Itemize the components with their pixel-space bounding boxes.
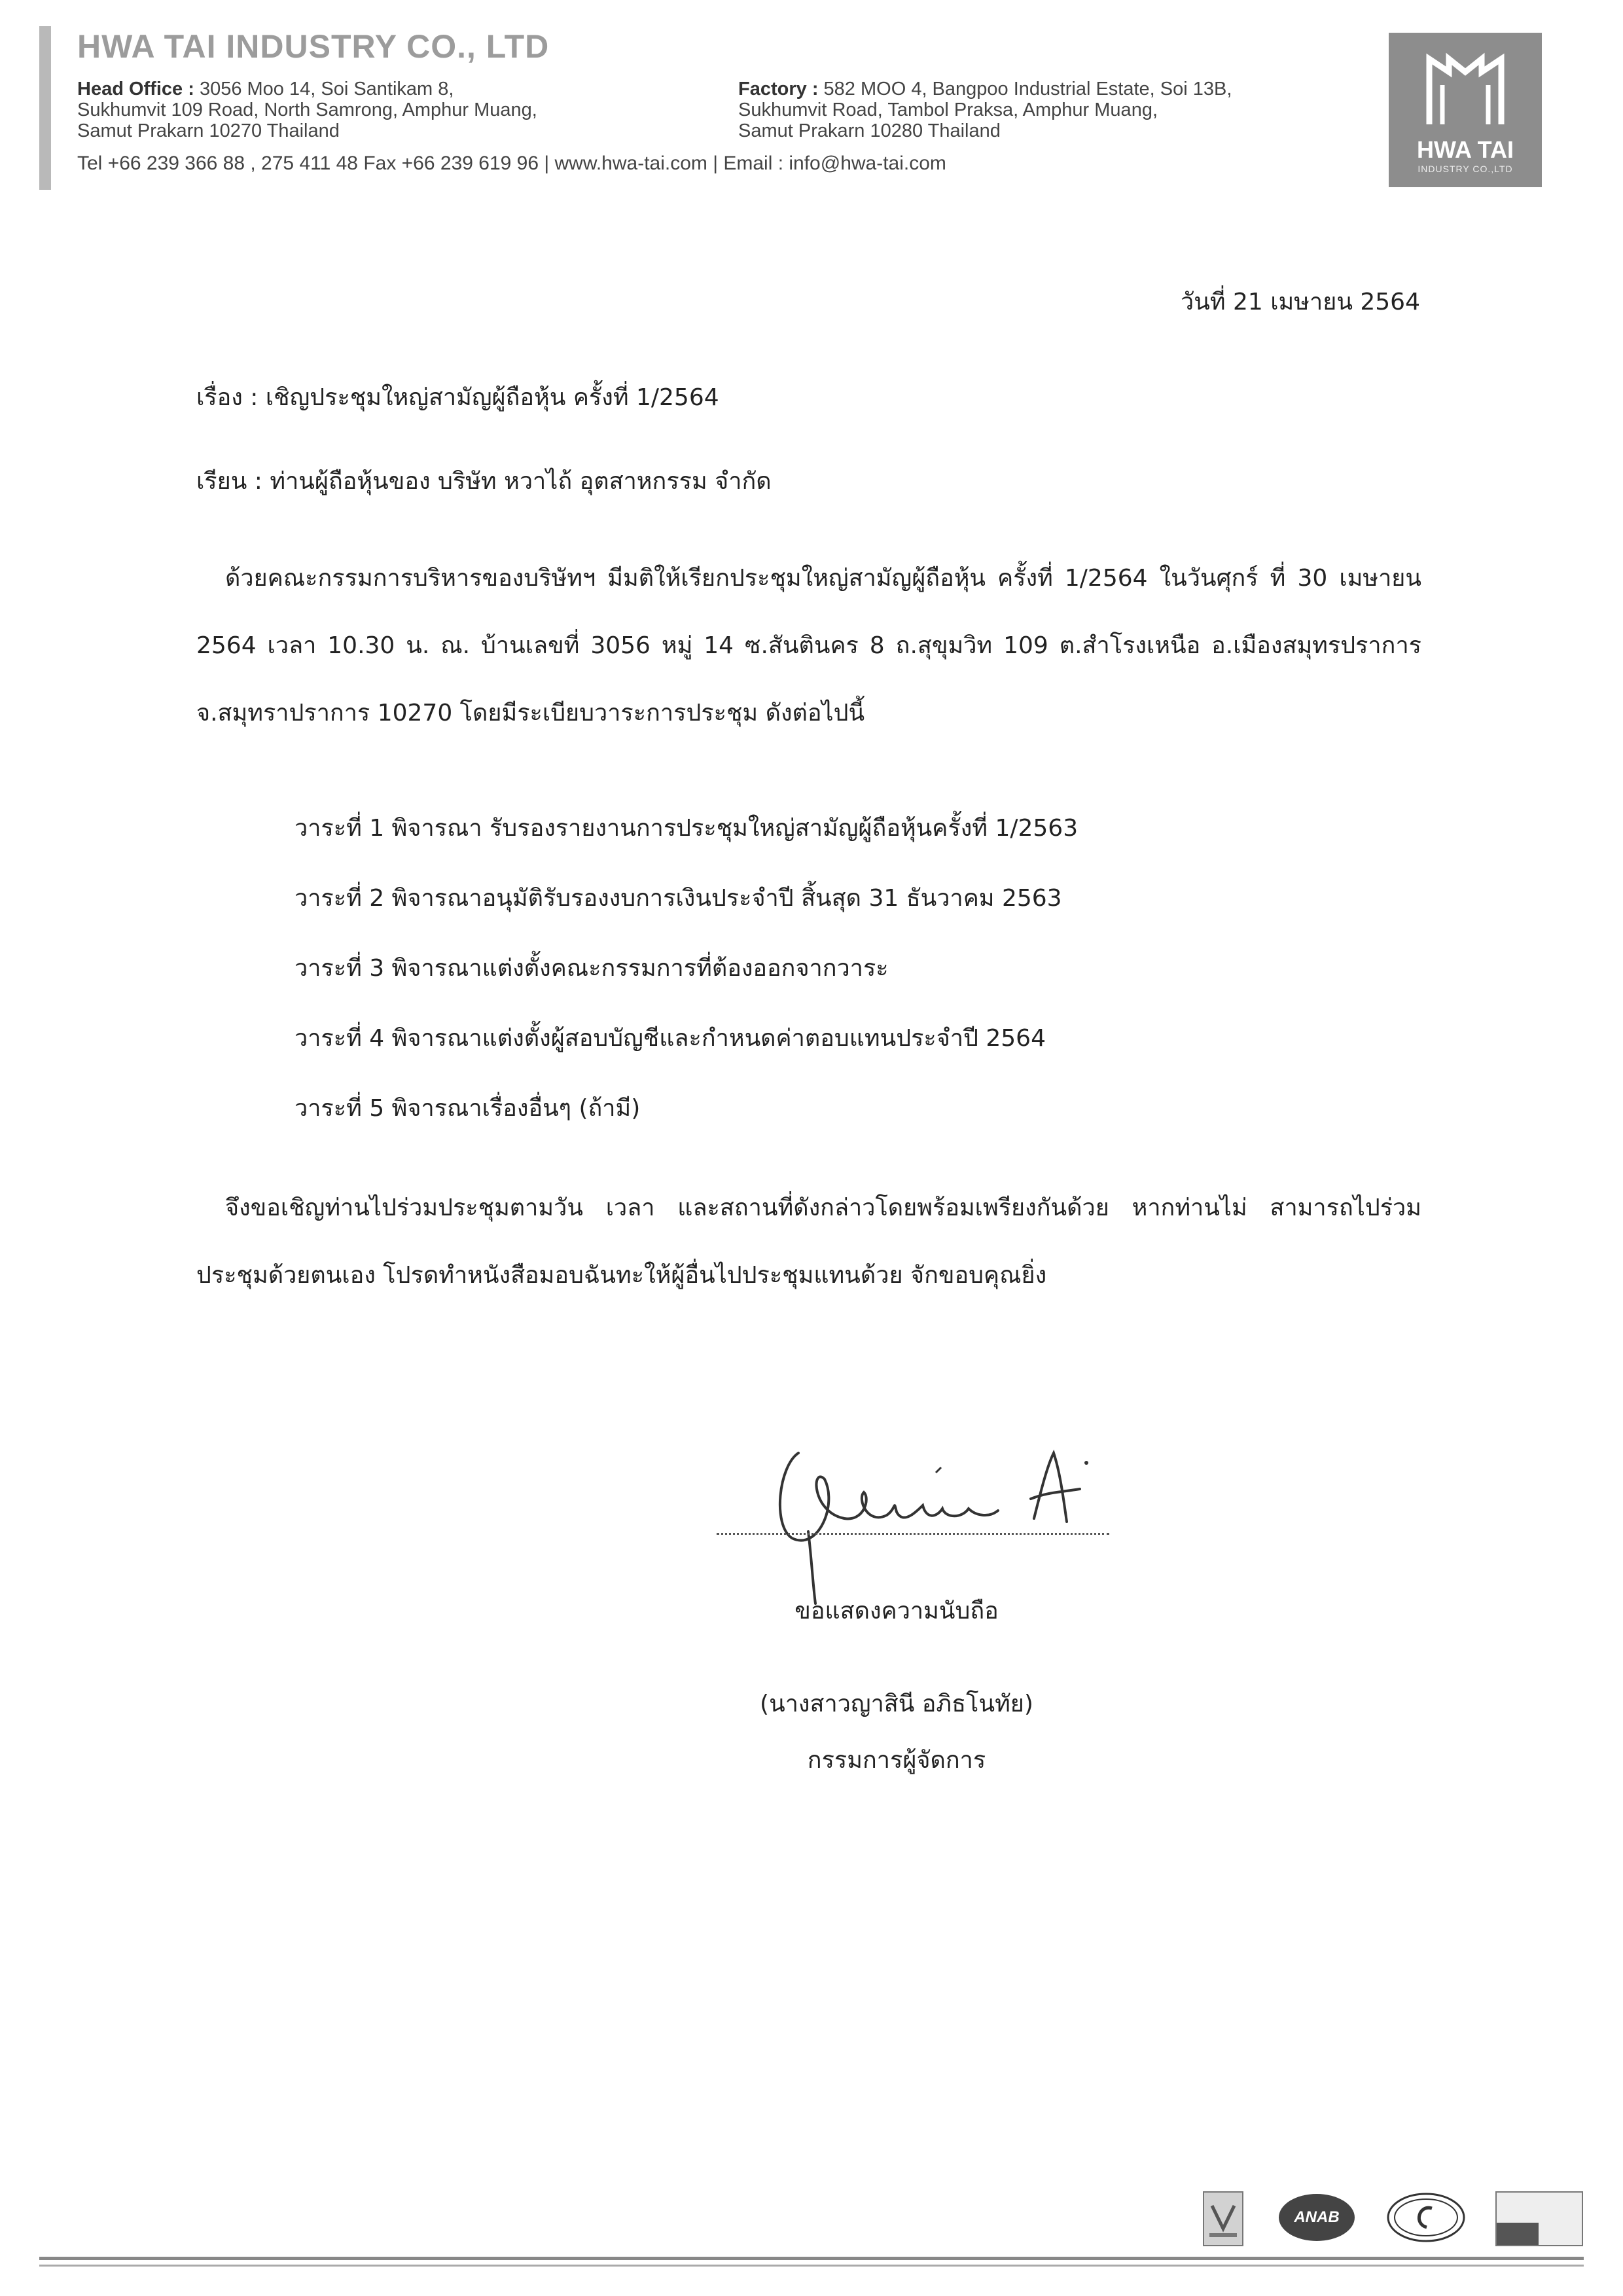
logo-subtext: INDUSTRY CO.,LTD	[1418, 164, 1513, 174]
agenda-item-4: วาระที่ 4 พิจารณาแต่งตั้งผู้สอบบัญชีและกำหนดค่าตอบแทนประจำปี 2564	[294, 1025, 1046, 1052]
agenda-list	[294, 809, 1078, 1159]
certification-seal-icon	[1386, 2191, 1466, 2244]
footer-rule	[39, 2257, 1584, 2260]
letterhead-accent-bar	[39, 26, 51, 190]
agenda-item-2: วาระที่ 2 พิจารณาอนุมัติรับรองงบการเงินประจำปี สิ้นสุด 31 ธันวาคม 2563	[294, 885, 1062, 912]
factory-line-3: Samut Prakarn 10280 Thailand	[738, 120, 1001, 141]
agenda-item-1: วาระที่ 1 พิจารณา รับรองรายงานการประชุมใหญ่สามัญผู้ถือหุ้นครั้งที่ 1/2563	[294, 815, 1079, 842]
agenda-item-5: วาระที่ 5 พิจารณาเรื่องอื่นๆ (ถ้ามี)	[294, 1095, 641, 1122]
contact-line: Tel +66 239 366 88 , 275 411 48 Fax +66 239 619 96 | www.hwa-tai.com | Email : info@hwa-tai.com	[77, 152, 946, 174]
anab-icon	[1277, 2191, 1356, 2244]
letter-paragraph-2: จึงขอเชิญท่านไปร่วมประชุมตามวัน เวลา และสถานที่ดังกล่าวโดยพร้อมเพรียงกันด้วย หากท่านไม่ สามารถไปร่วมประชุมด้วยตนเอง โปรดทำหนังสือมอบฉันทะให้ผู้อื่นไปประชุมแทนด้วย จักขอบคุณยิ่ง	[196, 1194, 1421, 1289]
factory-line-1: Factory : 582 MOO 4, Bangpoo Industrial Estate, Soi 13B,	[738, 79, 1232, 99]
partner-certificate-icon	[1495, 2191, 1583, 2246]
factory-address	[738, 79, 1232, 141]
letter-subject: เรื่อง : เชิญประชุมใหญ่สามัญผู้ถือหุ้น ครั้งที่ 1/2564	[196, 384, 719, 411]
company-logo	[1389, 33, 1542, 187]
head-office-line-3: Samut Prakarn 10270 Thailand	[77, 120, 340, 141]
footer-rule-thin	[39, 2265, 1584, 2267]
company-name: HWA TAI INDUSTRY CO., LTD	[77, 28, 550, 65]
factory-line-2: Sukhumvit Road, Tambol Praksa, Amphur Muang,	[738, 99, 1158, 120]
signer-name: (นางสาวญาสินี อภิธโนทัย)	[760, 1691, 1033, 1717]
letter-date: วันที่ 21 เมษายน 2564	[1181, 289, 1420, 315]
handwritten-signature	[772, 1427, 1139, 1610]
partner-certificate-strip	[1497, 2223, 1539, 2245]
signature-line	[717, 1533, 1109, 1535]
head-office-label: Head Office :	[77, 79, 194, 99]
closing-phrase: ขอแสดงความนับถือ	[794, 1598, 999, 1624]
anab-label: ANAB	[1294, 2208, 1340, 2226]
head-office-address	[77, 79, 537, 141]
agenda-item-3: วาระที่ 3 พิจารณาแต่งตั้งคณะกรรมการที่ต้องออกจากวาระ	[294, 955, 889, 982]
iso-seal-icon	[1203, 2191, 1243, 2246]
logo-text: HWA TAI	[1417, 136, 1514, 163]
signer-title: กรรมการผู้จัดการ	[807, 1747, 986, 1774]
head-office-line-2: Sukhumvit 109 Road, North Samrong, Amphur Muang,	[77, 99, 537, 120]
head-office-line-1: Head Office : 3056 Moo 14, Soi Santikam 8,	[77, 79, 454, 99]
letter-recipient: เรียน : ท่านผู้ถือหุ้นของ บริษัท หวาไถ้ อุตสาหกรรม จำกัด	[196, 468, 772, 495]
hwa-tai-logo-icon	[1423, 46, 1508, 131]
factory-label: Factory :	[738, 79, 819, 99]
letter-paragraph-1: ด้วยคณะกรรมการบริหารของบริษัทฯ มีมติให้เรียกประชุมใหญ่สามัญผู้ถือหุ้น ครั้งที่ 1/2564 ในวันศุกร์ ที่ 30 เมษายน 2564 เวลา 10.30 น. ณ. บ้านเลขที่ 3056 หมู่ 14 ซ.สันตินคร 8 ถ.สุขุมวิท 109 ต.สำโรงเหนือ อ.เมืองสมุทรปราการ จ.สมุทราปราการ 10270 โดยมีระเบียบวาระการประชุม ดังต่อไปนี้	[196, 565, 1421, 726]
